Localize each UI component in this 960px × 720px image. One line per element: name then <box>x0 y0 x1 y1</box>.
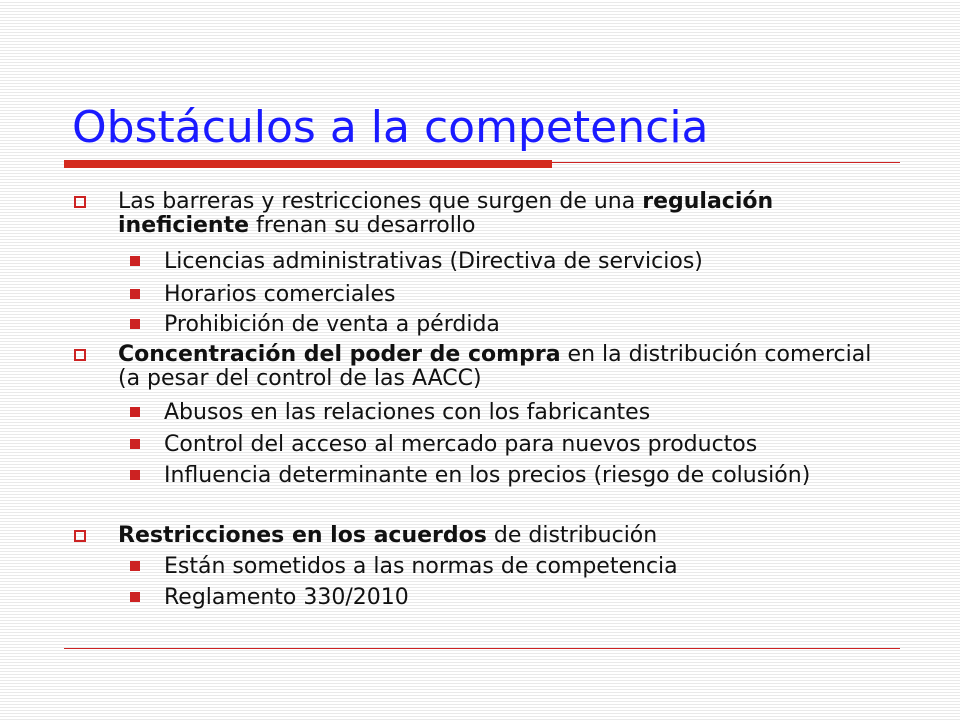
bullet-level2: Reglamento 330/2010 <box>164 585 409 610</box>
bullet-text-bold: regulación ineficiente <box>118 189 774 238</box>
bullet-text: frenan su desarrollo <box>249 213 476 238</box>
bullet-level2: Abusos en las relaciones con los fabricantes <box>164 400 651 425</box>
hollow-square-bullet-icon <box>74 349 86 361</box>
bullet-text: Las barreras y restricciones que surgen de una <box>118 189 643 214</box>
bullet-level2: Influencia determinante en los precios (riesgo de colusión) <box>164 463 811 488</box>
bullet-level2: Horarios comerciales <box>164 282 396 307</box>
bullet-text-bold: Concentración del poder de compra <box>118 342 561 367</box>
bullet-level1-1 <box>118 190 898 238</box>
bullet-level2: Prohibición de venta a pérdida <box>164 312 500 337</box>
bullet-level2: Licencias administrativas (Directiva de servicios) <box>164 249 703 274</box>
bullet-level2: Están sometidos a las normas de competencia <box>164 554 678 579</box>
bottom-rule <box>64 648 900 649</box>
hollow-square-bullet-icon <box>74 196 86 208</box>
slide-title: Obstáculos a la competencia <box>72 102 709 153</box>
bullet-level2: Control del acceso al mercado para nuevos productos <box>164 432 758 457</box>
square-bullet-icon <box>130 289 140 299</box>
square-bullet-icon <box>130 319 140 329</box>
square-bullet-icon <box>130 256 140 266</box>
square-bullet-icon <box>130 592 140 602</box>
bullet-level1-3 <box>118 524 898 548</box>
title-underline-thick <box>64 160 552 168</box>
bullet-level1-2 <box>118 343 898 391</box>
square-bullet-icon <box>130 439 140 449</box>
bullet-text: de distribución <box>486 523 658 548</box>
bullet-text: en la distribución comercial (a pesar del control de las AACC) <box>118 342 872 391</box>
square-bullet-icon <box>130 561 140 571</box>
square-bullet-icon <box>130 407 140 417</box>
square-bullet-icon <box>130 470 140 480</box>
hollow-square-bullet-icon <box>74 530 86 542</box>
bullet-text-bold: Restricciones en los acuerdos <box>118 523 487 548</box>
